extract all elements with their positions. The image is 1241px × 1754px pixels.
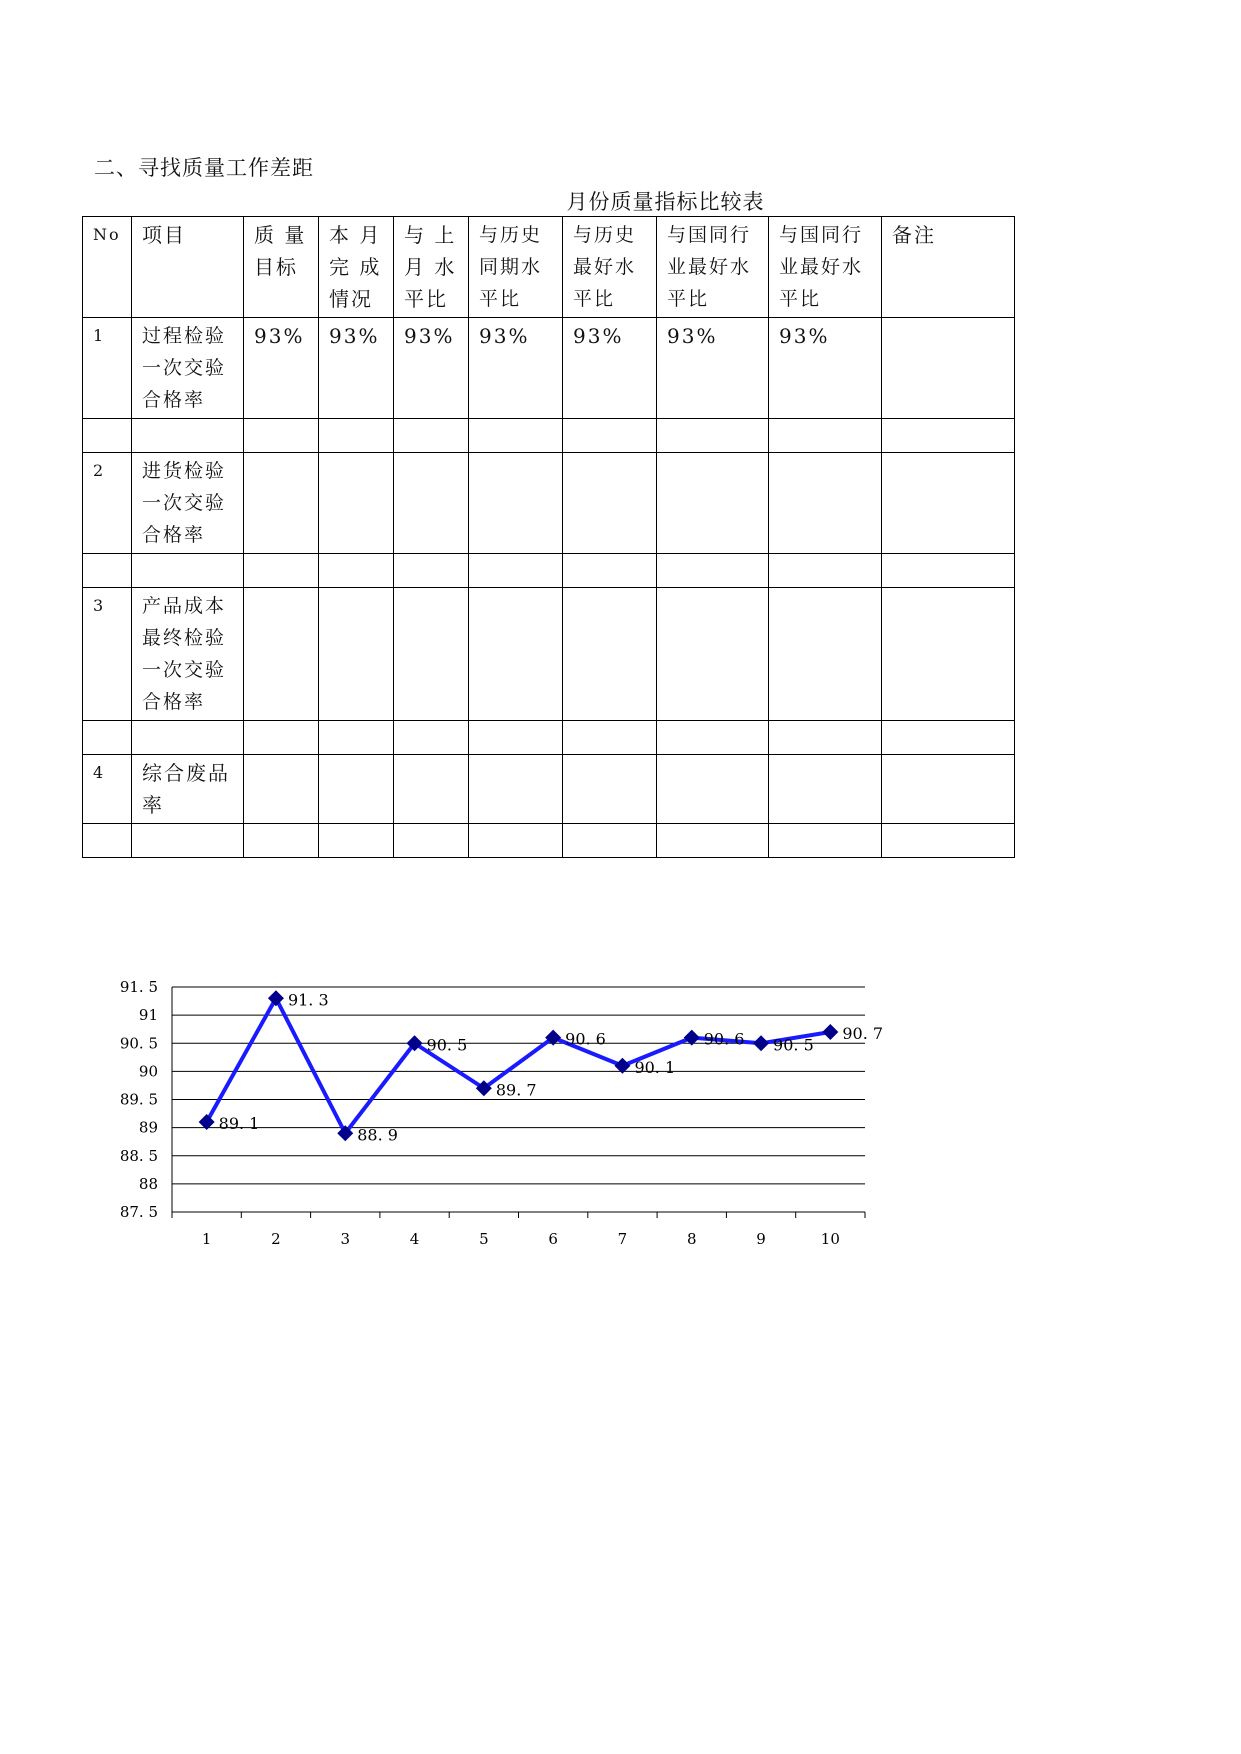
table-cell: 93%	[469, 318, 563, 419]
x-tick-label: 6	[548, 1230, 558, 1248]
header-cell: 与历史同期水平比	[469, 217, 563, 318]
table-title: 月份质量指标比较表	[566, 190, 765, 214]
y-tick-label: 88. 5	[119, 1146, 158, 1165]
row-number: 2	[83, 453, 132, 554]
table-cell	[394, 453, 469, 554]
table-cell	[657, 453, 769, 554]
table-cell	[882, 453, 1015, 554]
table-cell	[469, 588, 563, 721]
table-cell	[319, 453, 394, 554]
table-cell	[244, 453, 319, 554]
header-cell: 与国同行业最好水平比	[769, 217, 882, 318]
header-cell: 项目	[132, 217, 244, 318]
data-point	[268, 990, 284, 1006]
table-cell	[319, 755, 394, 824]
table-header-row	[83, 217, 1015, 318]
x-tick-label: 4	[409, 1230, 420, 1248]
y-tick-label: 88	[138, 1174, 158, 1193]
table-cell	[882, 755, 1015, 824]
header-cell: 质 量 目标	[244, 217, 319, 318]
table-cell	[563, 453, 657, 554]
data-point	[753, 1035, 769, 1051]
table-spacer-row	[83, 824, 1015, 858]
table-cell: 93%	[244, 318, 319, 419]
row-number: 3	[83, 588, 132, 721]
table-cell	[657, 588, 769, 721]
table-cell	[882, 318, 1015, 419]
data-label: 88. 9	[357, 1125, 398, 1145]
table-row	[83, 588, 1015, 721]
x-tick-label: 10	[820, 1230, 840, 1248]
table-cell	[563, 755, 657, 824]
x-tick-label: 5	[479, 1230, 489, 1248]
y-tick-label: 91	[138, 1006, 158, 1025]
row-item: 进货检验一次交验合格率	[132, 453, 244, 554]
line-chart-svg	[100, 975, 900, 1265]
table-cell	[244, 755, 319, 824]
table-cell	[657, 755, 769, 824]
row-number: 4	[83, 755, 132, 824]
table-row	[83, 318, 1015, 419]
row-number: 1	[83, 318, 132, 419]
table-row	[83, 755, 1015, 824]
table-cell: 93%	[769, 318, 882, 419]
table-cell	[769, 588, 882, 721]
table-cell: 93%	[319, 318, 394, 419]
y-tick-label: 91. 5	[119, 978, 158, 996]
y-tick-label: 89. 5	[119, 1090, 158, 1109]
row-item: 产品成本最终检验一次交验合格率	[132, 588, 244, 721]
series-line	[207, 998, 831, 1133]
row-item: 过程检验一次交验合格率	[132, 318, 244, 419]
table-cell	[394, 588, 469, 721]
line-chart	[100, 975, 900, 1265]
x-tick-label: 8	[686, 1230, 697, 1248]
header-cell: 本 月 完 成 情况	[319, 217, 394, 318]
data-label: 90. 1	[634, 1057, 676, 1077]
data-label: 90. 7	[842, 1024, 884, 1043]
comparison-table	[82, 216, 1015, 858]
table-cell	[469, 453, 563, 554]
table-cell	[769, 755, 882, 824]
data-label: 91. 3	[287, 990, 329, 1010]
table-cell	[394, 755, 469, 824]
table-spacer-row	[83, 721, 1015, 755]
data-label: 89. 7	[495, 1080, 537, 1100]
y-tick-label: 90. 5	[119, 1034, 158, 1053]
table-cell: 93%	[394, 318, 469, 419]
table-cell	[769, 453, 882, 554]
header-cell: 备注	[882, 217, 1015, 318]
header-cell: 与历史最好水平比	[563, 217, 657, 318]
data-label: 90. 5	[426, 1035, 468, 1055]
x-tick-label: 2	[271, 1230, 281, 1248]
table-cell	[469, 755, 563, 824]
table-cell	[563, 588, 657, 721]
table-spacer-row	[83, 419, 1015, 453]
data-point	[822, 1024, 838, 1040]
header-cell: No	[83, 217, 132, 318]
section-heading: 二、寻找质量工作差距	[94, 156, 314, 180]
data-label: 90. 6	[703, 1029, 745, 1049]
table-cell	[882, 588, 1015, 721]
y-tick-label: 90	[138, 1062, 158, 1081]
table-cell: 93%	[657, 318, 769, 419]
table-row	[83, 453, 1015, 554]
data-label: 90. 6	[565, 1029, 606, 1049]
x-tick-label: 3	[340, 1230, 351, 1248]
data-label: 90. 5	[773, 1035, 814, 1055]
header-cell: 与国同行业最好水平比	[657, 217, 769, 318]
table-cell	[244, 588, 319, 721]
y-tick-label: 87. 5	[119, 1203, 158, 1221]
x-tick-label: 9	[756, 1230, 766, 1248]
x-tick-label: 1	[201, 1230, 212, 1248]
row-item: 综合废品率	[132, 755, 244, 824]
data-label: 89. 1	[218, 1114, 260, 1133]
table-cell: 93%	[563, 318, 657, 419]
header-cell: 与 上 月 水 平比	[394, 217, 469, 318]
y-tick-label: 89	[138, 1118, 158, 1137]
table-cell	[319, 588, 394, 721]
x-tick-label: 7	[617, 1230, 628, 1248]
table-spacer-row	[83, 554, 1015, 588]
